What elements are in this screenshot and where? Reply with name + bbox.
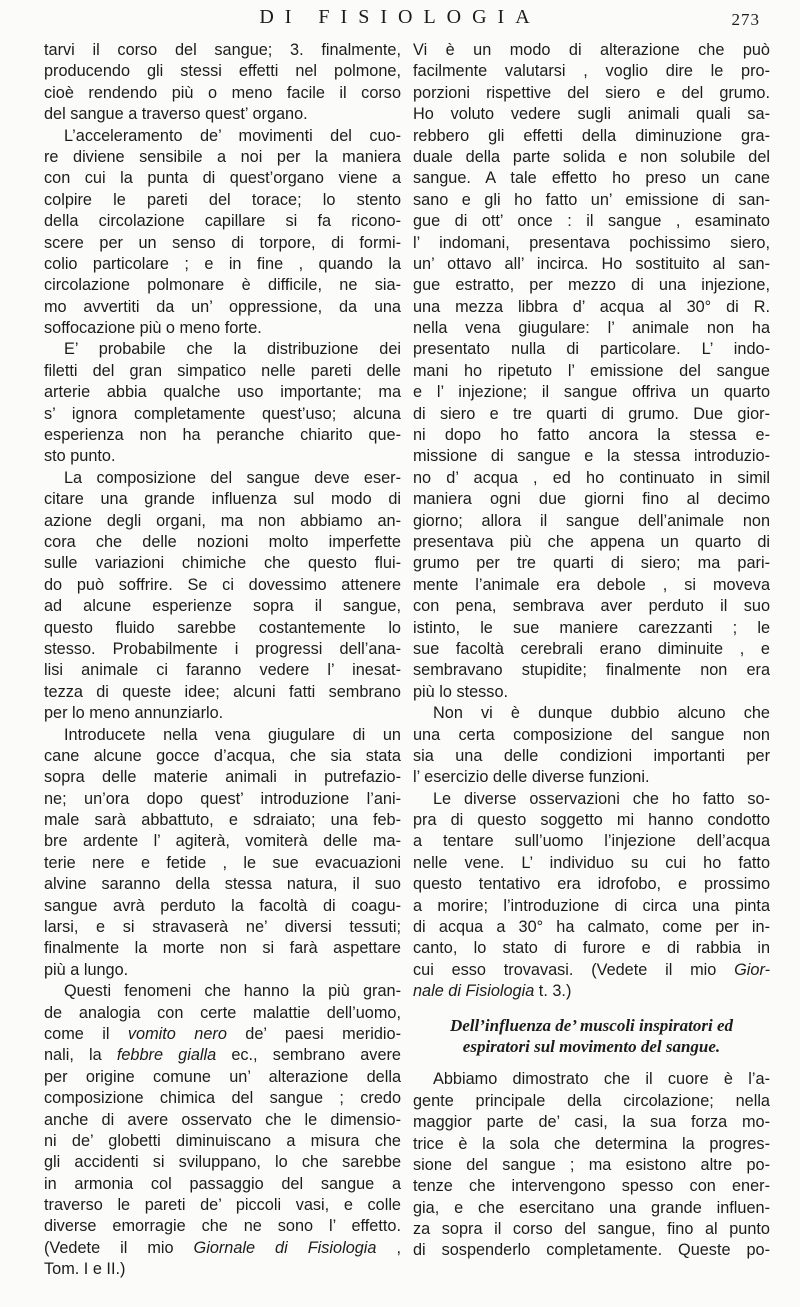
text-line: l’ esercizio delle diverse funzioni. — [413, 768, 650, 787]
text-line: sulle variazioni chimiche che questo flui- — [44, 554, 401, 573]
text-line: pra di questo soggetto mi hanno condotto — [413, 811, 770, 830]
text-line: mani ho ripetuto l’ emissione del sangue — [413, 361, 770, 380]
text-line: gli accidenti si sviluppano, lo che sarebbe — [44, 1153, 401, 1172]
text-line: a morire; l’introduzione di circa una pinta — [413, 896, 770, 915]
text-line: per lo meno annunziarlo. — [44, 704, 224, 723]
text-line: Vi è un modo di alterazione che può — [413, 41, 770, 59]
running-header — [40, 4, 760, 40]
text-line: (Vedete il mio Giornale di Fisiologia , — [44, 1238, 401, 1257]
text-line: canto, lo stato di furore e di rabbia in — [413, 939, 770, 958]
text-line: lisi animale ci faranno vedere l’ inesat- — [44, 661, 401, 680]
text-line: ne; un’ora dopo quest’ introduzione l’ani- — [44, 789, 401, 808]
text-line: missione di sangue e la stessa introduzio- — [413, 447, 770, 466]
text-line: tezza di queste idee; alcuni fatti sembrano — [44, 682, 401, 701]
section-heading-line: Dell’influenza de’ muscoli inspiratori ed — [449, 1015, 734, 1035]
text-line: trice è la sola che determina la progres- — [413, 1134, 770, 1153]
text-line: filetti del gran simpatico nelle pareti delle — [44, 361, 401, 380]
text-line: con cui la punta di quest’organo viene a — [44, 169, 401, 188]
text-line: sangue avrà perduto la facoltà di coagu- — [44, 896, 401, 915]
text-line: ad alcune esperienze sopra il sangue, — [44, 597, 401, 616]
text-line: rebbero gli effetti della diminuzione gra- — [413, 126, 770, 145]
text-line: finalmente la morte non si farà aspettare — [44, 939, 401, 958]
text-line: do può soffrire. Se ci dovessimo attenere — [44, 575, 401, 594]
text-line: grumo per tre quarti di siero; ma pari- — [413, 554, 770, 573]
text-line: gue estratto, per mezzo di una injezione, — [413, 276, 770, 295]
text-line: gia, e che esercitano una grande influen- — [413, 1198, 770, 1217]
text-line: colpire le pareti del torace; lo stento — [44, 190, 401, 209]
text-line: La composizione del sangue deve eser- — [64, 468, 401, 487]
text-line: sto punto. — [44, 447, 116, 466]
text-line: sangue. A tale effetto ho preso un cane — [413, 169, 770, 188]
text-line: nelle vene. L’ individuo su cui ho fatto — [413, 853, 770, 872]
text-line: con pena, sembrava aver perduto il suo — [413, 597, 770, 616]
text-line: gue di ott’ once : il sangue , esaminato — [413, 212, 770, 231]
text-line: cora che delle nozioni molto imperfette — [44, 532, 401, 551]
text-line: della circolazione capillare si fa ricono- — [44, 212, 401, 231]
text-line: cui esso trovavasi. (Vedete il mio Gior- — [413, 960, 770, 979]
text-line: giorno; allora il sangue dell’animale non — [413, 511, 770, 530]
text-line: Questi fenomeni che hanno la più gran- — [64, 982, 401, 1001]
text-line: ni dopo ho fatto ancora la stessa e- — [413, 426, 770, 445]
text-line: più a lungo. — [44, 960, 129, 979]
text-line: maniera ogni due giorni fino al decimo — [413, 490, 770, 509]
section-spacer — [413, 1003, 770, 1015]
text-line: in armonia col passaggio del sangue a — [44, 1174, 401, 1193]
text-line: presentato nulla di particolare. L’ indo- — [413, 340, 770, 359]
text-line: presentava più che appena un quarto di — [413, 532, 770, 551]
text-line: soffocazione più o meno forte. — [44, 319, 262, 338]
section-heading-line: espiratori sul movimento del sangue. — [462, 1036, 721, 1056]
text-line: porzioni rispettive del siero e del grumo. — [413, 83, 770, 102]
text-line: un’ ottavo all’ incirca. Ho sostituito al san- — [413, 254, 770, 273]
text-line: mente l’animale era debole , si moveva — [413, 575, 770, 594]
text-line: Introducete nella vena giugulare di un — [64, 725, 401, 744]
text-line: e l’ injezione; il sangue offriva un quarto — [413, 383, 770, 402]
text-line: sia una delle condizioni importanti per — [413, 746, 770, 765]
text-line: no d’ acqua , ed ho continuato in simil — [413, 468, 770, 487]
text-line: Le diverse osservazioni che ho fatto so- — [433, 789, 770, 808]
text-line: maggior parte de’ casi, la sua forza mo- — [413, 1113, 770, 1132]
text-line: arterie abbia qualche uso importante; ma — [44, 383, 401, 402]
text-line: tenze che intervengono spesso con ener- — [413, 1177, 770, 1196]
text-line: anche di avere osservato che le dimensio- — [44, 1110, 401, 1129]
text-line: di acqua a 30° ha calmato, come per in- — [413, 918, 770, 937]
text-line: sione del sangue ; ma esistono altre po- — [413, 1155, 770, 1174]
text-line: sopra delle materie animali in putrefazio- — [44, 768, 401, 787]
text-line: cane alcune gocce d’acqua, che sia stata — [44, 746, 401, 765]
text-line: diverse emorragie che ne sono l’ effetto. — [44, 1217, 401, 1236]
text-line: re diviene sensibile a noi per la maniera — [44, 147, 401, 166]
text-line: s’ ignora completamente quest’uso; alcuna — [44, 404, 401, 423]
text-line: nali, la febbre gialla ec., sembrano avere — [44, 1046, 401, 1065]
left-column — [44, 40, 401, 1281]
text-line: nella vena giugulare: l’ animale non ha — [413, 319, 770, 338]
text-line: una mezza libbra d’ acqua al 30° di R. — [413, 297, 770, 316]
text-line: male sarà abbattuto, e sdraiato; una feb- — [44, 811, 401, 830]
text-line: una certa composizione del sangue non — [413, 725, 770, 744]
text-line: L’acceleramento de’ movimenti del cuo- — [64, 126, 401, 145]
text-line: come il vomito nero de’ paesi meridio- — [44, 1024, 401, 1043]
text-line: tarvi il corso del sangue; 3. finalmente, — [44, 41, 401, 59]
text-line: Ho voluto vedere sugli animali quali sa- — [413, 105, 770, 124]
text-line: questo tentativo era idrofobo, e prossimo — [413, 875, 770, 894]
text-line: più lo stesso. — [413, 682, 509, 701]
text-line: di siero e tre quarti di grumo. Due gior- — [413, 404, 770, 423]
text-line: Tom. I e II.) — [44, 1260, 126, 1279]
text-line: sano e gli ho fatto un’ emissione di san- — [413, 190, 770, 209]
text-line: scere per un senso di torpore, di formi- — [44, 233, 401, 252]
text-line: mo avvertiti da un’ oppressione, da una — [44, 297, 401, 316]
text-line: esperienza non ha peranche chiarito que- — [44, 426, 401, 445]
text-line: per origine comune un’ alterazione della — [44, 1067, 401, 1086]
text-line: citare una grande influenza sul modo di — [44, 490, 401, 509]
text-line: za sopra il corso del sangue, fino al punto — [413, 1220, 770, 1239]
text-line: ni de’ globetti diminuiscano a misura che — [44, 1131, 401, 1150]
text-line: del sangue a traverso quest’ organo. — [44, 105, 308, 124]
right-column — [413, 40, 770, 1262]
text-line: duale della parte solida e non solubile del — [413, 147, 770, 166]
text-line: gente principale della circolazione; nella — [413, 1091, 770, 1110]
text-line: E’ probabile che la distribuzione dei — [64, 340, 401, 359]
text-line: composizione chimica del sangue ; credo — [44, 1089, 401, 1108]
text-line: larsi, e si stravaserà ne’ diversi tessuti; — [44, 918, 401, 937]
text-line: l’ indomani, presentava pochissimo siero, — [413, 233, 770, 252]
text-line: istinto, le sue maniere carezzanti ; le — [413, 618, 770, 637]
text-line: cioè rendendo più o meno facile il corso — [44, 83, 401, 102]
section-spacer — [413, 1057, 770, 1069]
text-line: de analogia con certe malattie dell’uomo, — [44, 1003, 401, 1022]
text-line: questo fluido sarebbe costantemente lo — [44, 618, 401, 637]
text-line: Abbiamo dimostrato che il cuore è l’a- — [433, 1070, 770, 1089]
text-line: bre ardente l’ agiterà, vomiterà delle ma- — [44, 832, 401, 851]
page-number: 273 — [731, 10, 760, 29]
text-line: alvine saranno della stessa natura, il suo — [44, 875, 401, 894]
text-line: facilmente valutarsi , voglio dire le pro- — [413, 62, 770, 81]
text-line: stesso. Probabilmente i progressi dell’ana- — [44, 639, 401, 658]
text-line: sue facoltà cerebrali erano diminuite , e — [413, 639, 770, 658]
text-line: colio particolare ; e in fine , quando la — [44, 254, 401, 273]
text-line: terie nere e fetide , le sue evacuazioni — [44, 853, 401, 872]
text-line: producendo gli stessi effetti nel polmone, — [44, 62, 401, 81]
text-line: circolazione polmonare è difficile, ne sia- — [44, 276, 401, 295]
text-line: nale di Fisiologia t. 3.) — [413, 982, 572, 1001]
text-line: a tentare sull’uomo l’injezione dell’acqua — [413, 832, 770, 851]
text-line: di sospenderlo completamente. Queste po- — [413, 1241, 770, 1260]
text-line: azione degli organi, ma non abbiamo an- — [44, 511, 401, 530]
text-line: Non vi è dunque dubbio alcuno che — [433, 704, 770, 723]
text-line: traverso le pareti de’ piccoli vasi, e colle — [44, 1196, 401, 1215]
text-line: sembravano stupidite; finalmente non era — [413, 661, 770, 680]
running-title: DI FISIOLOGIA — [259, 6, 541, 28]
